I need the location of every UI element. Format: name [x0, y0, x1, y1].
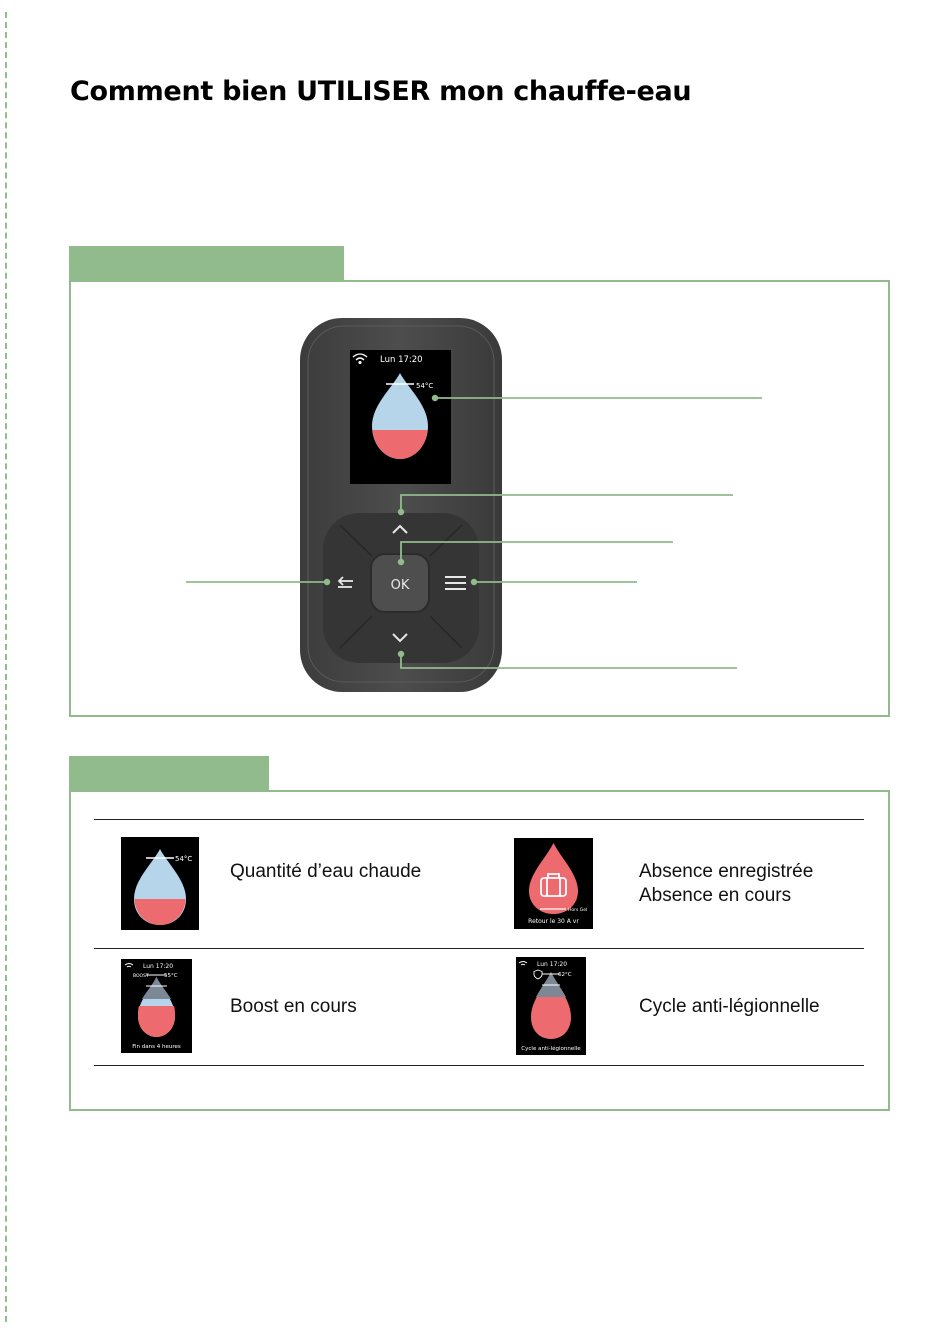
legend-rule-top: [94, 819, 864, 820]
thumb4-caption: Cycle anti-légionnelle: [521, 1046, 581, 1052]
thumb3-time: Lun 17:20: [143, 963, 174, 970]
thumb2-small-text: Hors Gel: [568, 908, 588, 913]
legend-rule-middle: [94, 948, 864, 949]
thumb4-time: Lun 17:20: [537, 961, 568, 968]
legend-rule-bottom: [94, 1065, 864, 1066]
legend-label-boost: Boost en cours: [230, 996, 357, 1017]
thumb-hot-water-quantity: [121, 837, 199, 930]
page-title: Comment bien UTILISER mon chauffe-eau: [70, 76, 692, 107]
thumb3-boost: BOOST: [133, 974, 149, 979]
screen-time: Lun 17:20: [380, 355, 423, 365]
legend-label-hot-water: Quantité d’eau chaude: [230, 861, 422, 882]
legend-label-absence-current: Absence en cours: [639, 885, 792, 906]
ok-button-label: OK: [390, 578, 410, 593]
legend-label-anti-legionella: Cycle anti-légionnelle: [639, 996, 820, 1017]
thumb1-temperature: 54°C: [175, 855, 193, 863]
screen-temperature: 54°C: [416, 382, 434, 390]
thumb-boost: [121, 959, 192, 1053]
legend-label-absence-recorded: Absence enregistrée: [639, 861, 814, 882]
thumb2-caption: Retour le 30 A vr: [528, 918, 579, 925]
thumb3-temperature: 55°C: [164, 973, 178, 979]
thumb3-caption: Fin dans 4 heures: [132, 1044, 181, 1050]
thumb4-temperature: 62°C: [558, 972, 572, 978]
thumb-anti-legionella: [516, 957, 586, 1055]
thumb-absence: [514, 838, 593, 929]
